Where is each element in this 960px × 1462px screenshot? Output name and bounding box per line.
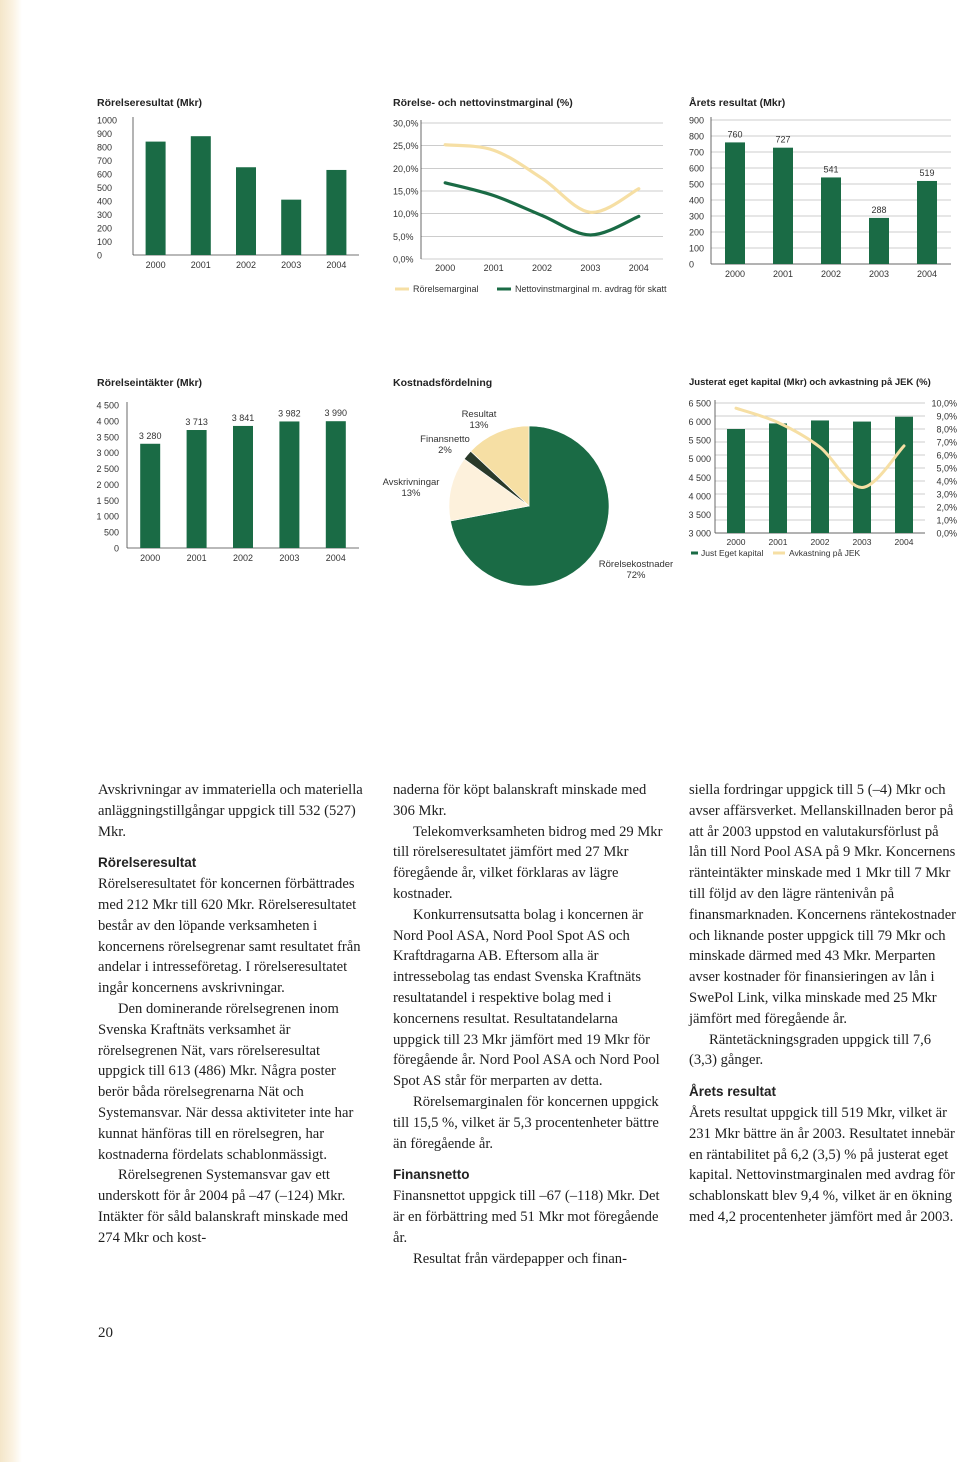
y-tick-label: 1000 <box>97 115 118 126</box>
bar <box>233 426 253 548</box>
text-column-3 <box>689 780 959 1228</box>
chart-title: Rörelse- och nettovinstmarginal (%) <box>393 97 573 109</box>
y-tick-label: 300 <box>689 211 705 222</box>
x-tick-label: 2002 <box>232 553 254 563</box>
bar <box>811 420 829 533</box>
pie-label: Avskrivningar <box>382 477 440 488</box>
y2-tick-label: 5,0% <box>936 463 957 474</box>
x-tick-label: 2000 <box>724 269 746 279</box>
x-tick-label: 2004 <box>326 260 347 270</box>
data-label: 288 <box>871 204 887 215</box>
x-tick-label: 2000 <box>145 260 166 270</box>
bar <box>853 422 871 533</box>
section-heading: Rörelseresultat <box>98 855 197 871</box>
bar <box>236 167 256 255</box>
paragraph: Den dominerande rörelsegrenen inom Svenska Kraftnäts verksamhet är rörelsegrenen Nät, vars rörelseresultat uppgick till 613 (486) Mkr. Några poster berör båda rörelsegrenarna Nät och Systemansvar. När dessa aktiviteter inte har kunnat hänföras till en rörelsegren, har kostnaderna fördelats schablonmässigt. <box>98 1000 354 1163</box>
bar <box>140 444 160 548</box>
paragraph: Finansnettot uppgick till –67 (–118) Mkr. Det är en förbättring med 51 Mkr mot föregående år. <box>393 1188 660 1246</box>
bar <box>279 421 299 548</box>
bar <box>191 136 211 255</box>
y-tick-label: 100 <box>689 243 705 254</box>
bar <box>187 430 207 548</box>
y2-tick-label: 0,0% <box>936 528 957 539</box>
x-tick-label: 2002 <box>531 263 553 273</box>
bar <box>281 200 301 255</box>
y2-tick-label: 1,0% <box>936 515 957 526</box>
legend-label: Rörelsemarginal <box>413 284 479 294</box>
x-tick-label: 2001 <box>186 553 207 563</box>
section-heading: Årets resultat <box>689 1084 777 1100</box>
x-tick-label: 2002 <box>235 260 257 270</box>
paragraph: Räntetäckningsgraden uppgick till 7,6 (3,3) gånger. <box>689 1031 932 1069</box>
y-tick-label: 700 <box>689 147 705 158</box>
y-tick-label: 25,0% <box>393 141 419 152</box>
y-tick-label: 500 <box>97 183 113 193</box>
series-line-rorelsemarginal <box>445 145 639 213</box>
pie-label: Rörelsekostnader <box>598 559 674 570</box>
y2-tick-label: 10,0% <box>931 398 957 409</box>
x-tick-label: 2003 <box>279 553 300 563</box>
chart-kostnadsfordelning-svg <box>382 377 674 592</box>
chart-arets-resultat-svg <box>689 97 954 282</box>
y-tick-label: 600 <box>97 169 113 180</box>
chart-marginal-svg <box>393 97 668 302</box>
data-label: 3 841 <box>231 412 255 423</box>
pie-percent-label: 13% <box>401 488 421 499</box>
chart-eget-kapital <box>689 377 959 567</box>
x-tick-label: 2002 <box>810 537 830 547</box>
x-tick-label: 2001 <box>190 260 211 270</box>
paragraph: Avskrivningar av immateriella och materiella anläggningstillgångar uppgick till 532 (527) Mkr. <box>98 782 363 840</box>
y-tick-label: 400 <box>689 195 705 206</box>
y-tick-label: 600 <box>689 163 705 174</box>
y-tick-label: 0 <box>97 250 103 261</box>
chart-rorelseintakter <box>97 377 367 572</box>
data-label: 541 <box>823 164 839 175</box>
x-tick-label: 2004 <box>628 263 649 273</box>
y-tick-label: 300 <box>97 210 113 220</box>
y-tick-label: 2 500 <box>96 464 119 475</box>
bar <box>326 170 346 255</box>
chart-title: Rörelseintäkter (Mkr) <box>97 377 203 389</box>
data-label: 3 713 <box>185 417 208 428</box>
bar <box>725 142 745 264</box>
x-tick-label: 2004 <box>916 269 938 279</box>
y-tick-label: 4 000 <box>96 416 119 427</box>
x-tick-label: 2003 <box>852 537 872 547</box>
bar <box>326 421 346 548</box>
pie-percent-label: 13% <box>469 420 489 431</box>
data-label: 727 <box>775 134 791 145</box>
y-tick-label: 5,0% <box>393 231 414 242</box>
data-label: 519 <box>919 167 935 178</box>
chart-rorelseresultat <box>97 97 367 282</box>
bar <box>727 429 745 533</box>
y-tick-label: 10,0% <box>393 209 419 220</box>
paragraph: Telekomverksamheten bidrog med 29 Mkr till rörelseresultatet jämfört med 27 Mkr föregående år, vilket förklaras av lägre kostnader. <box>393 823 663 902</box>
y-tick-label: 800 <box>689 131 705 142</box>
x-tick-label: 2001 <box>768 537 788 547</box>
y-tick-label: 0 <box>689 259 695 270</box>
y2-tick-label: 3,0% <box>936 489 957 500</box>
paragraph: Rörelseresultatet för koncernen förbättrades med 212 Mkr till 620 Mkr. Rörelseresultatet består av den löpande verksamheten i koncernens rörelsegrenar samt resultatet från andelar i intresseföretag. I rörelseresultatet ingår koncernens avskrivningar. <box>98 876 361 997</box>
chart-kostnadsfordelning <box>382 377 674 592</box>
y-tick-label: 900 <box>97 129 113 139</box>
bar <box>773 148 793 264</box>
bar <box>895 417 913 533</box>
text-column-1 <box>98 780 368 1249</box>
data-label: 3 982 <box>278 408 301 419</box>
paragraph: siella fordringar uppgick till 5 (–4) Mkr och avser affärsverket. Mellanskillnaden beror på att år 2003 uppstod en valutakursförlust på lån till Nord Pool ASA på 9 Mkr. Koncernens ränteintäkter minskade med 1 Mkr till 7 Mkr till följd av den lägre räntenivån på finansmarknaden. Koncernens räntekostnader och liknande poster uppgick till 79 Mkr och minskade därmed med 43 Mkr. Merparten avser kostnader för finansieringen av lån i SwePol Link, vilka minskade med 25 Mkr jämfört med föregående år. <box>689 782 957 1027</box>
y-tick-label: 500 <box>689 179 705 190</box>
pie-label: Finansnetto <box>420 434 470 445</box>
y-tick-label: 15,0% <box>393 186 419 197</box>
y2-tick-label: 8,0% <box>936 424 957 435</box>
y-tick-label: 1 500 <box>96 495 119 506</box>
bar <box>821 177 841 264</box>
legend-label: Avkastning på JEK <box>789 548 861 558</box>
y-tick-label: 700 <box>97 156 113 166</box>
y-tick-label: 0,0% <box>393 254 414 265</box>
chart-eget-kapital-svg <box>689 377 959 567</box>
bar <box>917 181 937 264</box>
y-tick-label: 4 500 <box>96 400 119 411</box>
y-tick-label: 2 000 <box>96 479 119 490</box>
x-tick-label: 2000 <box>435 263 456 273</box>
y-tick-label: 20,0% <box>393 163 419 174</box>
data-label: 760 <box>727 129 743 140</box>
chart-title: Årets resultat (Mkr) <box>689 97 786 109</box>
text-column-2 <box>393 780 663 1269</box>
chart-marginal <box>393 97 668 302</box>
legend-label: Nettovinstmarginal m. avdrag för skatt <box>515 284 667 294</box>
y-tick-label: 500 <box>103 527 119 538</box>
y-tick-label: 3 000 <box>96 448 119 459</box>
x-tick-label: 2000 <box>140 553 161 563</box>
y-tick-label: 400 <box>97 196 113 207</box>
y2-tick-label: 9,0% <box>936 411 957 422</box>
y-tick-label: 1 000 <box>96 511 119 522</box>
paragraph: Årets resultat uppgick till 519 Mkr, vilket är 231 Mkr bättre än år 2003. Resultatet innebär en räntabilitet på 6,2 (3,5) % på justerat eget kapital. Nettovinstmarginalen med avdrag för schablonskatt blev 9,4 %, vilket är en ökning med 4,2 procentenheter jämfört med år 2003. <box>689 1104 955 1225</box>
bar <box>146 142 166 255</box>
legend-label: Just Eget kapital <box>701 548 764 558</box>
data-label: 3 280 <box>138 430 162 441</box>
y2-tick-label: 2,0% <box>936 502 957 513</box>
page-number: 20 <box>98 1325 113 1341</box>
paragraph: naderna för köpt balanskraft minskade med 306 Mkr. <box>393 782 647 819</box>
x-tick-label: 2004 <box>325 553 346 563</box>
pie-percent-label: 2% <box>438 445 452 456</box>
pie-label: Resultat <box>461 409 497 420</box>
data-label: 3 990 <box>324 408 348 419</box>
y-tick-label: 200 <box>689 227 705 238</box>
y-tick-label: 4 500 <box>688 472 711 483</box>
chart-title: Kostnadsfördelning <box>393 377 493 389</box>
chart-title: Rörelseresultat (Mkr) <box>97 97 203 109</box>
chart-rorelseresultat-svg <box>97 97 367 282</box>
y-tick-label: 3 500 <box>96 432 119 443</box>
y-tick-label: 6 000 <box>688 417 711 428</box>
bar <box>769 423 787 533</box>
chart-rorelseintakter-svg <box>97 377 367 572</box>
y-tick-label: 5 500 <box>688 435 711 446</box>
y2-tick-label: 4,0% <box>936 476 957 487</box>
y-tick-label: 3 000 <box>688 528 711 539</box>
y-tick-label: 0 <box>113 543 119 554</box>
x-tick-label: 2003 <box>281 260 302 270</box>
pie-percent-label: 72% <box>626 570 646 581</box>
x-tick-label: 2003 <box>580 263 601 273</box>
y-tick-label: 30,0% <box>393 118 419 129</box>
page-edge-decoration <box>0 0 22 1462</box>
y2-tick-label: 7,0% <box>936 437 957 448</box>
section-heading: Finansnetto <box>393 1167 470 1183</box>
y-tick-label: 5 000 <box>688 454 711 465</box>
paragraph: Resultat från värdepapper och finan- <box>413 1250 627 1267</box>
bar <box>869 218 889 264</box>
x-tick-label: 2003 <box>868 269 890 279</box>
y-tick-label: 4 000 <box>688 491 711 502</box>
y-tick-label: 6 500 <box>688 398 711 409</box>
x-tick-label: 2001 <box>772 269 794 279</box>
paragraph: Konkurrensutsatta bolag i koncernen är Nord Pool ASA, Nord Pool Spot AS och Kraftdragarna AB. Eftersom alla är intressebolag tas endast Svenska Kraftnäts resultatandel i respektive bolag med i koncernens resultat. Resultatandelarna uppgick till 23 Mkr jämfört med 19 Mkr för föregående år. Nord Pool ASA och Nord Pool Spot AS står för merparten av detta. <box>393 906 660 1090</box>
y-tick-label: 200 <box>97 223 113 234</box>
y-tick-label: 800 <box>97 142 113 153</box>
paragraph: Rörelsemarginalen för koncernen uppgick till 15,5 %, vilket är 5,3 procentenheter bättre än föregående år. <box>393 1093 659 1152</box>
x-tick-label: 2000 <box>726 537 746 547</box>
paragraph: Rörelsegrenen Systemansvar gav ett underskott för år 2004 på –47 (–124) Mkr. Intäkter för såld balanskraft minskade med 274 Mkr och kost- <box>98 1167 349 1246</box>
x-tick-label: 2004 <box>894 537 914 547</box>
y2-tick-label: 6,0% <box>936 450 957 461</box>
y-tick-label: 3 500 <box>688 509 711 520</box>
y-tick-label: 900 <box>689 115 705 126</box>
x-tick-label: 2002 <box>820 269 842 279</box>
chart-arets-resultat <box>689 97 954 282</box>
chart-title: Justerat eget kapital (Mkr) och avkastning på JEK (%) <box>689 377 931 388</box>
y-tick-label: 100 <box>97 237 113 247</box>
x-tick-label: 2001 <box>483 263 504 273</box>
